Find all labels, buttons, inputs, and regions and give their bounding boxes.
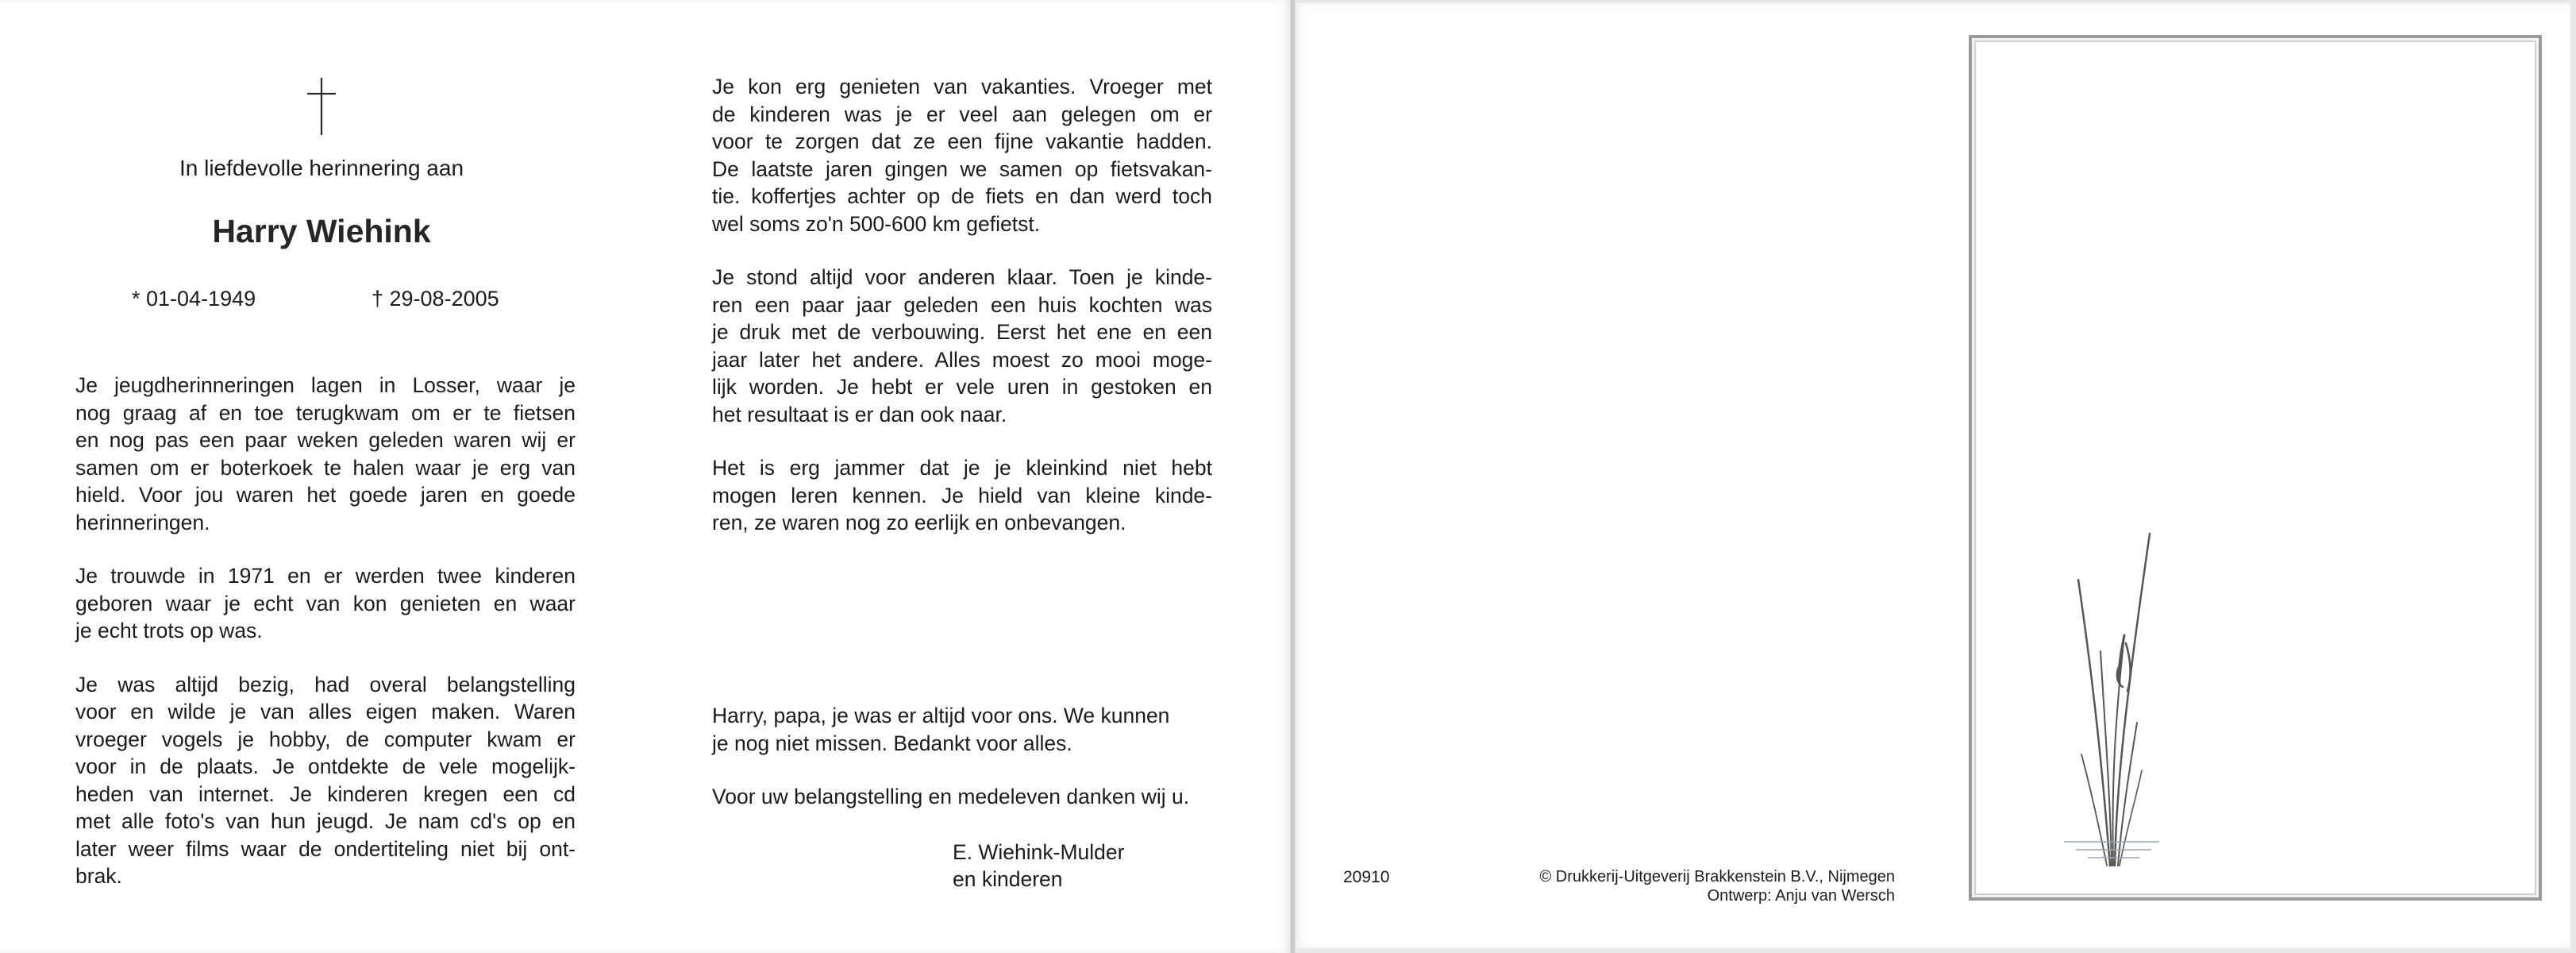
text-line: voor te zorgen dat ze een fijne vakantie hadden. (712, 129, 1212, 153)
text-line: Je stond altijd voor anderen klaar. Toen je kinde- (712, 265, 1212, 289)
paragraph (75, 372, 576, 536)
card-fold (1290, 0, 1296, 953)
printer-credit (1453, 867, 1895, 905)
deceased-name: Harry Wiehink (212, 213, 431, 249)
memorial-text-column-1 (75, 372, 576, 916)
text-line: de kinderen was je er veel aan gelegen om er (712, 102, 1212, 126)
text-line: voor in de plaats. Je ontdekte de vele mogelijk- (75, 754, 576, 778)
text-line: lijk worden. Je hebt er vele uren in gestoken en (712, 375, 1212, 399)
text-line: tie. koffertjes achter op de fiets en dan werd toch (712, 184, 1212, 208)
paragraph (75, 562, 576, 645)
text-line: nog graag af en toe terugkwam om er te fietsen (75, 400, 576, 425)
closing-text (712, 702, 1220, 837)
text-line: Voor uw belangstelling en medeleven danken wij u. (712, 785, 1190, 808)
text-line: hield. Voor jou waren het goede jaren en goede (75, 483, 576, 507)
print-code: 20910 (1343, 868, 1390, 886)
paragraph (712, 702, 1220, 757)
intro-text: In liefdevolle herinnering aan (179, 156, 464, 180)
memorial-text-column-2 (712, 73, 1212, 563)
paragraph (712, 783, 1220, 811)
text-line: Harry, papa, je was er altijd voor ons. We kunnen (712, 704, 1170, 727)
text-line: je echt trots op was. (75, 619, 263, 642)
text-line: voor en wilde je van alles eigen maken. Waren (75, 700, 576, 723)
text-line: De laatste jaren gingen we samen op fietsvakan- (712, 156, 1212, 181)
paragraph (712, 73, 1212, 237)
text-line: ren, ze waren nog zo eerlijk en onbevangen. (712, 511, 1126, 534)
text-line: Het is erg jammer dat je je kleinkind niet hebt (712, 456, 1212, 480)
text-line: ren een paar jaar geleden een huis kochten was (712, 292, 1212, 317)
paragraph (75, 671, 576, 890)
text-line: jaar later het andere. Alles moest zo mooi moge- (712, 347, 1212, 372)
text-line: geboren waar je echt van kon genieten en waar (75, 591, 576, 615)
text-line: en nog pas een paar weken geleden waren wij er (75, 428, 576, 452)
text-line: Je trouwde in 1971 en er werden twee kinderen (75, 564, 576, 588)
text-line: herinneringen. (75, 510, 210, 534)
signature (953, 839, 1124, 893)
paragraph (712, 264, 1212, 428)
text-line: vroeger vogels je hobby, de computer kwam er (75, 727, 576, 751)
text-line: brak. (75, 864, 122, 888)
text-line: het resultaat is er dan ook naar. (712, 402, 1007, 426)
text-line: je druk met de verbouwing. Eerst het ene en een (712, 320, 1212, 344)
text-line: mogen leren kennen. Je hield van kleine kinde- (712, 483, 1212, 507)
birth-date: * 01-04-1949 (132, 287, 256, 311)
paragraph (712, 454, 1212, 537)
text-line: heden van internet. Je kinderen kregen een cd (75, 781, 576, 806)
signature-line: en kinderen (953, 867, 1063, 891)
text-line: je nog niet missen. Bedankt voor alles. (712, 731, 1072, 755)
text-line: samen om er boterkoek te halen waar je erg van (75, 455, 576, 480)
text-line: later weer films waar de ondertiteling niet bij ont- (75, 836, 576, 861)
signature-line: E. Wiehink-Mulder (953, 840, 1125, 864)
text-line: Je jeugdherinneringen lagen in Losser, waar je (75, 373, 576, 397)
text-line: wel soms zo'n 500-600 km gefietst. (712, 211, 1041, 236)
text-line: Je was altijd bezig, had overal belangstelling (75, 672, 576, 696)
death-date: † 29-08-2005 (372, 287, 499, 311)
cross-icon (304, 76, 339, 137)
credit-line: © Drukkerij-Uitgeverij Brakkenstein B.V., Nijmegen (1539, 868, 1895, 885)
text-line: met alle foto's van hun jeugd. Je nam cd's op en (75, 809, 576, 833)
plant-illustration (2048, 524, 2175, 874)
text-line: Je kon erg genieten van vakanties. Vroeger met (712, 75, 1212, 98)
credit-line: Ontwerp: Anju van Wersch (1707, 887, 1895, 905)
